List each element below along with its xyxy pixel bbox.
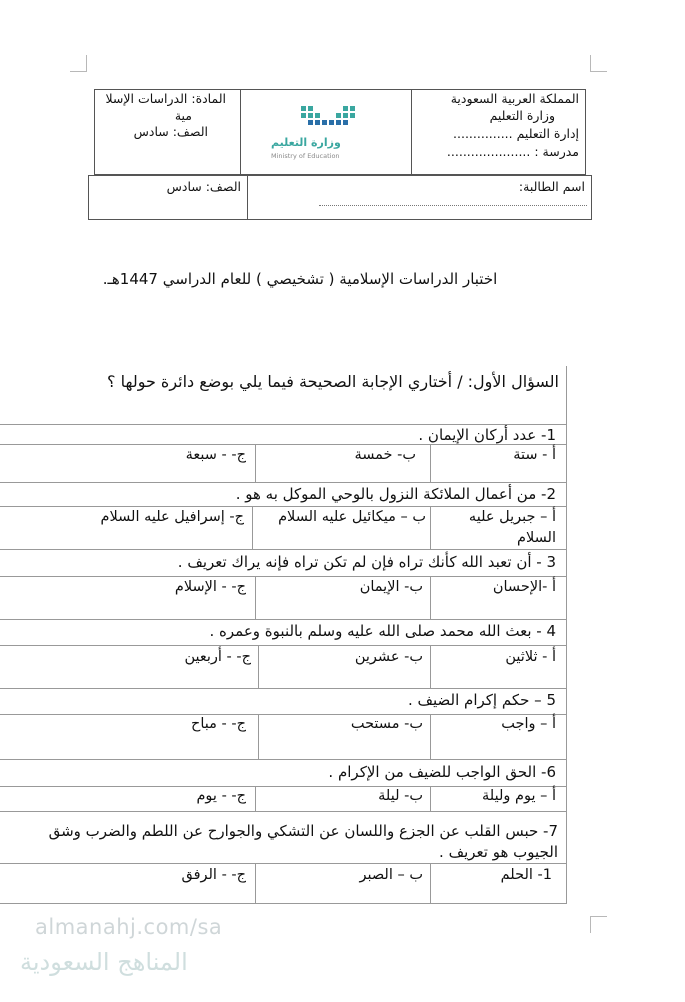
q4-option-a[interactable]: أ - ثلاثين <box>505 649 556 665</box>
question-6: 6- الحق الواجب للضيف من الإكرام . <box>328 763 556 781</box>
student-name-field[interactable] <box>319 205 587 206</box>
question-4: 4 - بعث الله محمد صلى الله عليه وسلم بالنبوة وعمره . <box>209 622 556 640</box>
q2-option-a-cont: السلام <box>516 530 556 546</box>
subject-line-1: المادة: الدراسات الإسلا <box>105 91 226 106</box>
question-3: 3 - أن تعبد الله كأنك تراه فإن لم تكن تراه فإنه يراك تعريف . <box>177 553 556 571</box>
q3-option-a[interactable]: أ -الإحسان <box>492 579 556 595</box>
student-name-label: اسم الطالبة: <box>518 179 585 194</box>
q1-option-b[interactable]: ب- خمسة <box>354 447 416 463</box>
crop-mark <box>70 55 87 72</box>
q5-option-a[interactable]: أ – واجب <box>501 716 556 732</box>
q4-option-b[interactable]: ب- عشرين <box>354 649 423 665</box>
logo-text-en: Ministry of Education <box>271 152 340 160</box>
q4-option-c[interactable]: ج- - أربعين <box>184 649 251 665</box>
q2-option-b[interactable]: ب – ميكائيل عليه السلام <box>278 509 426 525</box>
q6-option-a[interactable]: أ – يوم وليلة <box>482 788 556 804</box>
watermark-url: almanahj.com/sa <box>35 915 223 939</box>
logo-cell <box>241 90 412 174</box>
subject-line-2: مية <box>174 108 192 123</box>
school-line: مدرسة : ..................... <box>446 144 579 159</box>
ministry-logo-icon <box>297 102 359 136</box>
exam-title: اختبار الدراسات الإسلامية ( تشخيصي ) للعام الدراسي 1447هـ. <box>102 270 498 288</box>
student-row <box>88 175 592 220</box>
directorate-line: إدارة التعليم ............... <box>453 126 579 141</box>
question-1: 1- عدد أركان الإيمان . <box>418 426 556 444</box>
logo-text-ar: وزارة التعليم <box>271 136 341 149</box>
section-heading: السؤال الأول: / أختاري الإجابة الصحيحة فيما يلي بوضع دائرة حولها ؟ <box>106 372 559 391</box>
question-7: 7- حبس القلب عن الجزع واللسان عن التشكي والجوارح عن اللطم والضرب وشق <box>48 822 558 840</box>
q7-option-a[interactable]: 1- الحلم <box>500 867 552 883</box>
question-7-cont: الجيوب هو تعريف . <box>439 843 558 861</box>
q2-option-a[interactable]: أ – جبريل عليه <box>468 509 556 525</box>
q3-option-c[interactable]: ج- - الإسلام <box>174 579 246 595</box>
question-5: 5 – حكم إكرام الضيف . <box>407 691 556 709</box>
q7-option-b[interactable]: ب – الصبر <box>359 867 423 883</box>
header-table <box>94 89 586 175</box>
q5-option-c[interactable]: ج- - مباح <box>191 716 246 732</box>
question-table <box>0 366 567 904</box>
q6-option-c[interactable]: ج- - يوم <box>196 788 246 804</box>
watermark-name: المناهج السعودية <box>20 948 188 976</box>
question-2: 2- من أعمال الملائكة النزول بالوحي الموكل به هو . <box>235 485 556 503</box>
q6-option-b[interactable]: ب- ليلة <box>378 788 423 804</box>
q2-option-c[interactable]: ج- إسرافيل عليه السلام <box>100 509 244 525</box>
student-grade-label: الصف: سادس <box>166 179 241 194</box>
subject-cell <box>95 90 241 174</box>
q1-option-a[interactable]: أ - ستة <box>513 447 556 463</box>
crop-mark <box>590 916 607 933</box>
q1-option-c[interactable]: ج- - سبعة <box>185 447 246 463</box>
grade-line: الصف: سادس <box>133 124 208 139</box>
ministry-cell <box>412 90 585 174</box>
crop-mark <box>590 55 607 72</box>
q7-option-c[interactable]: ج- - الرفق <box>181 867 246 883</box>
q5-option-b[interactable]: ب- مستحب <box>350 716 423 732</box>
student-grade-cell <box>89 176 248 219</box>
kingdom-line: المملكة العربية السعودية <box>450 91 579 106</box>
ministry-line: وزارة التعليم <box>489 108 555 123</box>
q3-option-b[interactable]: ب- الإيمان <box>359 579 423 595</box>
